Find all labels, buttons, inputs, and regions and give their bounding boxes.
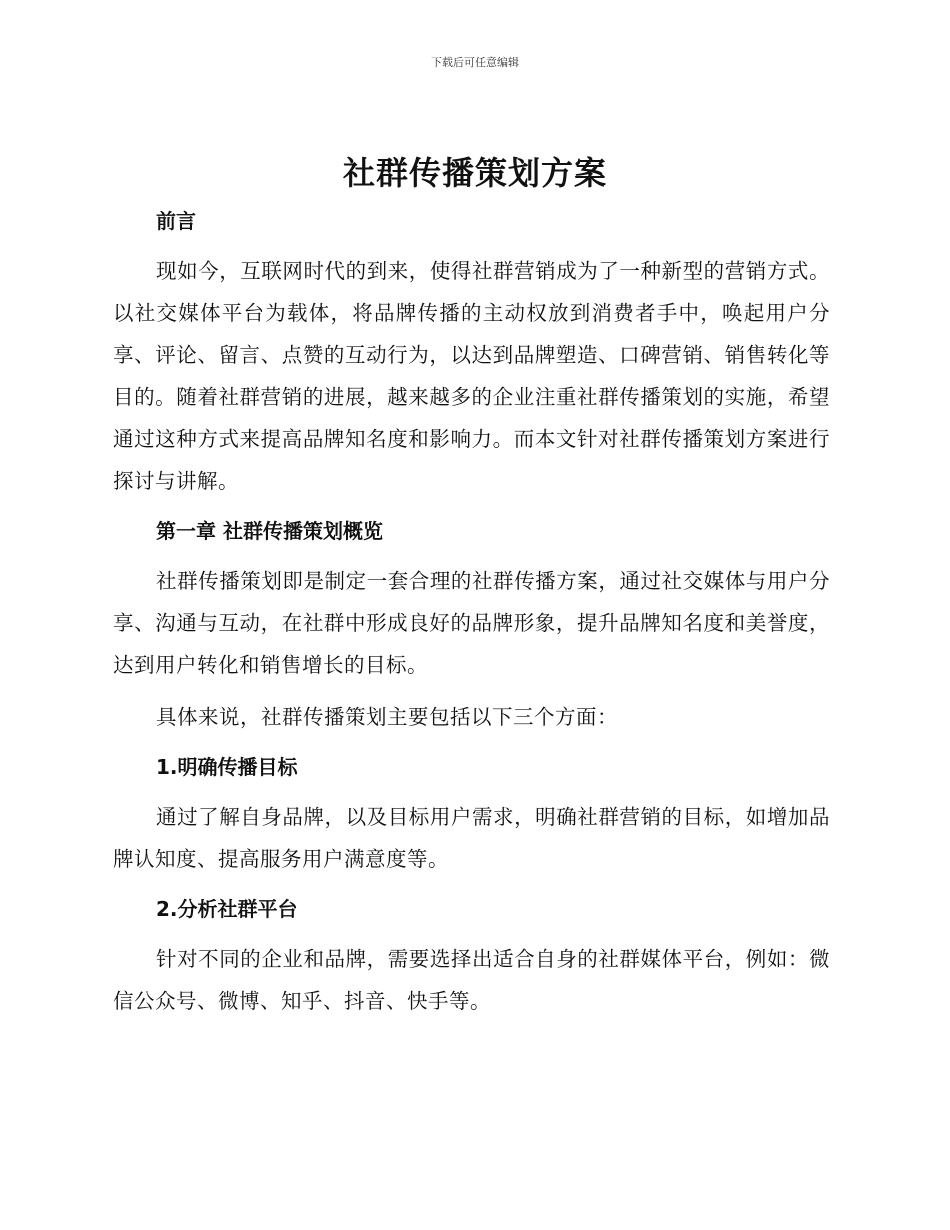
chapter1-paragraph-2: 具体来说，社群传播策划主要包括以下三个方面： [156, 705, 618, 729]
document-title: 社群传播策划方案 [342, 154, 607, 192]
document-body [113, 206, 830, 1022]
chapter1-heading: 第一章 社群传播策划概览 [156, 519, 383, 543]
item2-heading: 2.分析社群平台 [156, 897, 298, 921]
preface-heading: 前言 [156, 209, 196, 233]
item2-paragraph: 针对不同的企业和品牌，需要选择出适合自身的社群媒体平台，例如：微信公众号、微博、知乎、抖音、快手等。 [113, 947, 830, 1013]
item1-heading: 1.明确传播目标 [156, 755, 298, 779]
chapter1-paragraph-1: 社群传播策划即是制定一套合理的社群传播方案，通过社交媒体与用户分享、沟通与互动，在社群中形成良好的品牌形象，提升品牌知名度和美誉度，达到用户转化和销售增长的目标。 [113, 569, 830, 677]
preface-paragraph: 现如今，互联网时代的到来，使得社群营销成为了一种新型的营销方式。以社交媒体平台为载体，将品牌传播的主动权放到消费者手中，唤起用户分享、评论、留言、点赞的互动行为，以达到品牌塑造、口碑营销、销售转化等目的。随着社群营销的进展，越来越多的企业注重社群传播策划的实施，希望通过这种方式来提高品牌知名度和影响力。而本文针对社群传播策划方案进行探讨与讲解。 [113, 259, 830, 493]
header-note: 下载后可任意编辑 [431, 56, 519, 69]
item1-paragraph: 通过了解自身品牌，以及目标用户需求，明确社群营销的目标，如增加品牌认知度、提高服务用户满意度等。 [113, 805, 830, 871]
